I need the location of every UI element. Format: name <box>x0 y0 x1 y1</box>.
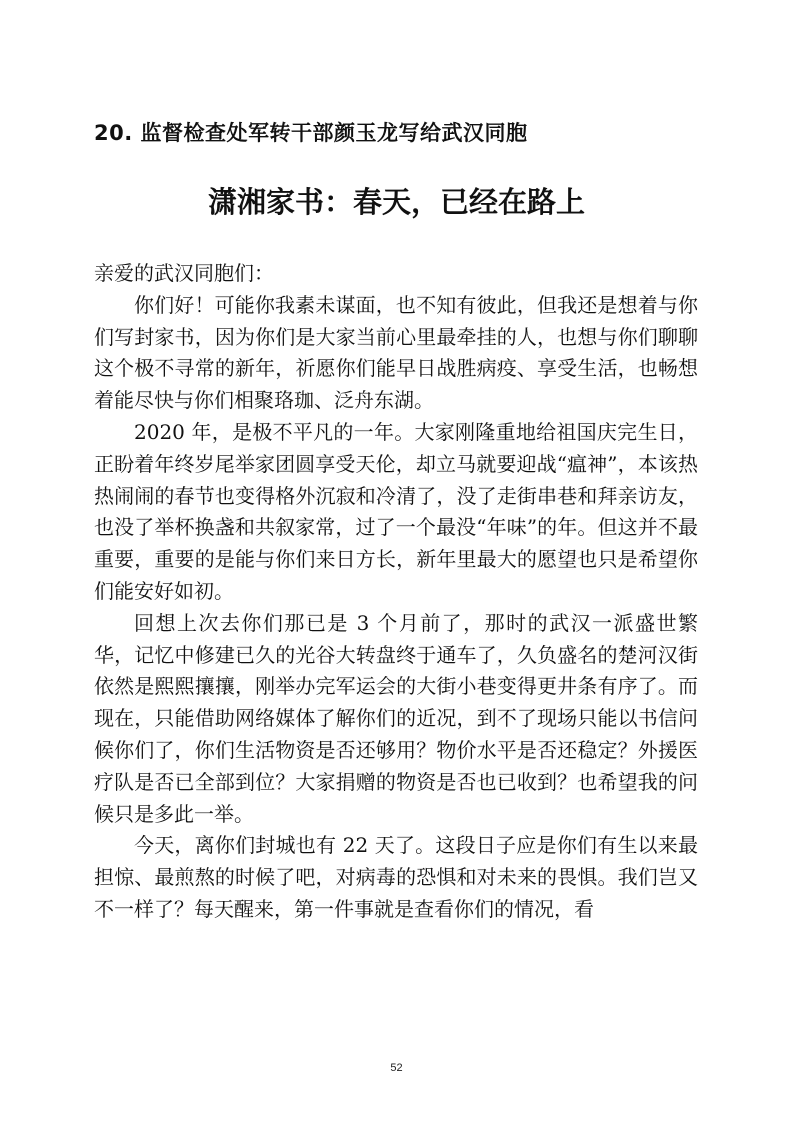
letter-title: 潇湘家书：春天，已经在路上 <box>207 185 585 219</box>
section-heading: 20. 监督检查处军转干部颜玉龙写给武汉同胞 <box>94 121 528 145</box>
paragraph-3: 回想上次去你们那已是 3 个月前了，那时的武汉一派盛世繁华，记忆中修建已久的光谷大转盘终于通车了，久负盛名的楚河汉街依然是熙熙攘攘，刚举办完军运会的大街小巷变得更井条有序了。而现在，只能借助网络媒体了解你们的近况，到不了现场只能以书信问候你们了，你们生活物资是否还够用？物价水平是否还稳定？外援医疗队是否已全部到位？大家捐赠的物资是否也已收到？也希望我的问候只是多此一举。 <box>94 610 698 826</box>
paragraph-1: 你们好！可能你我素未谋面，也不知有彼此，但我还是想着与你们写封家书，因为你们是大家当前心里最牵挂的人，也想与你们聊聊这个极不寻常的新年，祈愿你们能早日战胜病疫、享受生活，也畅想着能尽快与你们相聚珞珈、泛舟东湖。 <box>94 292 698 413</box>
salutation: 亲爱的武汉同胞们： <box>94 261 274 285</box>
page-number: 52 <box>390 1062 403 1074</box>
paragraph-2: 2020 年，是极不平凡的一年。大家刚隆重地给祖国庆完生日，正盼着年终岁尾举家团圆享受天伦，却立马就要迎战“瘟神”，本该热热闹闹的春节也变得格外沉寂和冷清了，没了走街串巷和拜亲访友，也没了举杯换盏和共叙家常，过了一个最没“年味”的年。但这并不最重要，重要的是能与你们来日方长，新年里最大的愿望也只是希望你们能安好如初。 <box>94 419 698 603</box>
paragraph-4: 今天，离你们封城也有 22 天了。这段日子应是你们有生以来最担惊、最煎熬的时候了吧，对病毒的恐惧和对未来的畏惧。我们岂又不一样了？每天醒来，第一件事就是查看你们的情况，看 <box>94 833 698 921</box>
letter-body <box>94 258 698 926</box>
